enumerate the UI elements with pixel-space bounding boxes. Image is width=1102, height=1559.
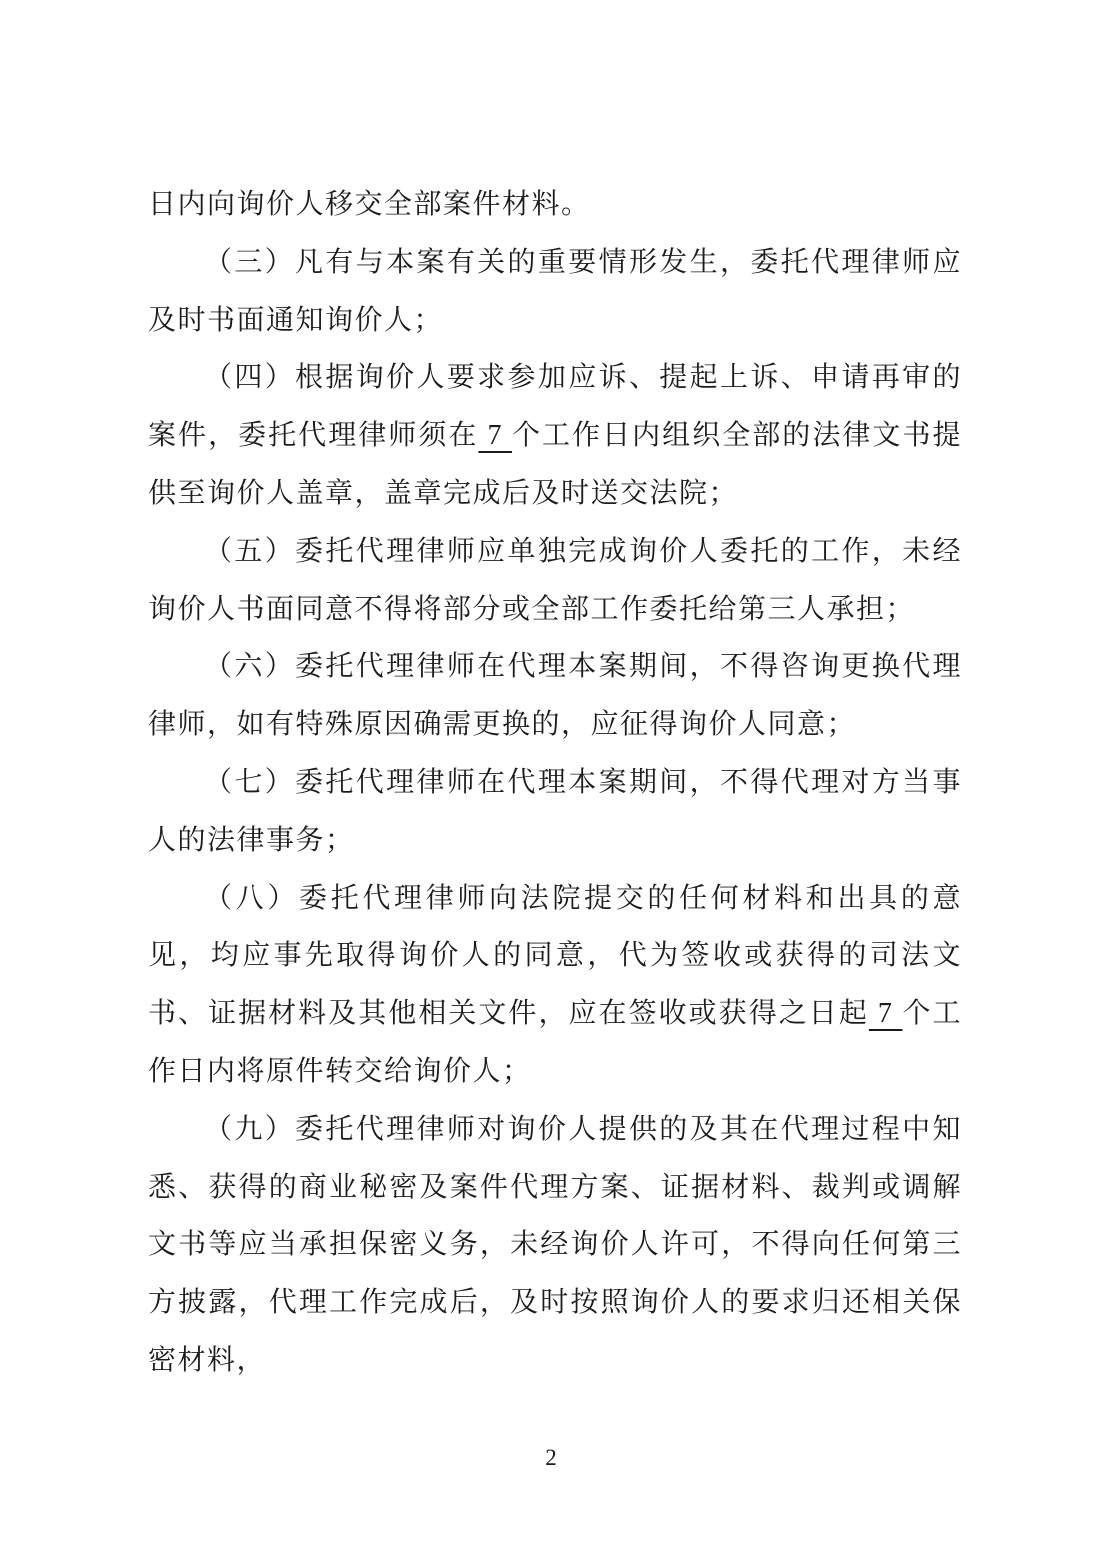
underlined-value: 7: [478, 420, 512, 452]
paragraph-text: 日内向询价人移交全部案件材料。: [148, 189, 591, 220]
paragraph: [148, 523, 962, 639]
paragraph: [148, 234, 962, 350]
paragraph-text: （六）委托代理律师在代理本案期间，不得咨询更换代理律师，如有特殊原因确需更换的，应征得询价人同意；: [148, 651, 962, 741]
paragraph: [148, 349, 962, 522]
paragraph-text: （五）委托代理律师应单独完成询价人委托的工作，未经询价人书面同意不得将部分或全部工作委托给第三人承担；: [148, 535, 962, 625]
underlined-value: 7: [868, 998, 903, 1030]
document-body: [148, 176, 962, 1390]
paragraph-text: （九）委托代理律师对询价人提供的及其在代理过程中知悉、获得的商业秘密及案件代理方案、证据材料、裁判或调解文书等应当承担保密义务，未经询价人许可，不得向任何第三方披露，代理工作完成后，及时按照询价人的要求归还相关保密材料，: [148, 1113, 962, 1376]
paragraph: [148, 1101, 962, 1390]
paragraph-text: （三）凡有与本案有关的重要情形发生，委托代理律师应及时书面通知询价人；: [148, 246, 962, 336]
paragraph: [148, 870, 962, 1101]
paragraph-text: （四）根据询价人要求参加应诉、提起上诉、申请再审的案件，委托代理律师须在: [148, 362, 962, 452]
paragraph-text: 个工作日内组织全部的法律文书提供至询价人盖章，盖章完成后及时送交法院；: [148, 420, 962, 509]
paragraph: [148, 176, 962, 234]
paragraph-text: 个工作日内将原件转交给询价人；: [148, 998, 962, 1087]
paragraph-text: （七）委托代理律师在代理本案期间，不得代理对方当事人的法律事务；: [148, 766, 962, 856]
paragraph: [148, 638, 962, 754]
paragraph-text: （八）委托代理律师向法院提交的任何材料和出具的意见，均应事先取得询价人的同意，代为签收或获得的司法文书、证据材料及其他相关文件，应在签收或获得之日起: [148, 882, 962, 1030]
page-number: 2: [545, 1445, 557, 1470]
paragraph: [148, 754, 962, 870]
